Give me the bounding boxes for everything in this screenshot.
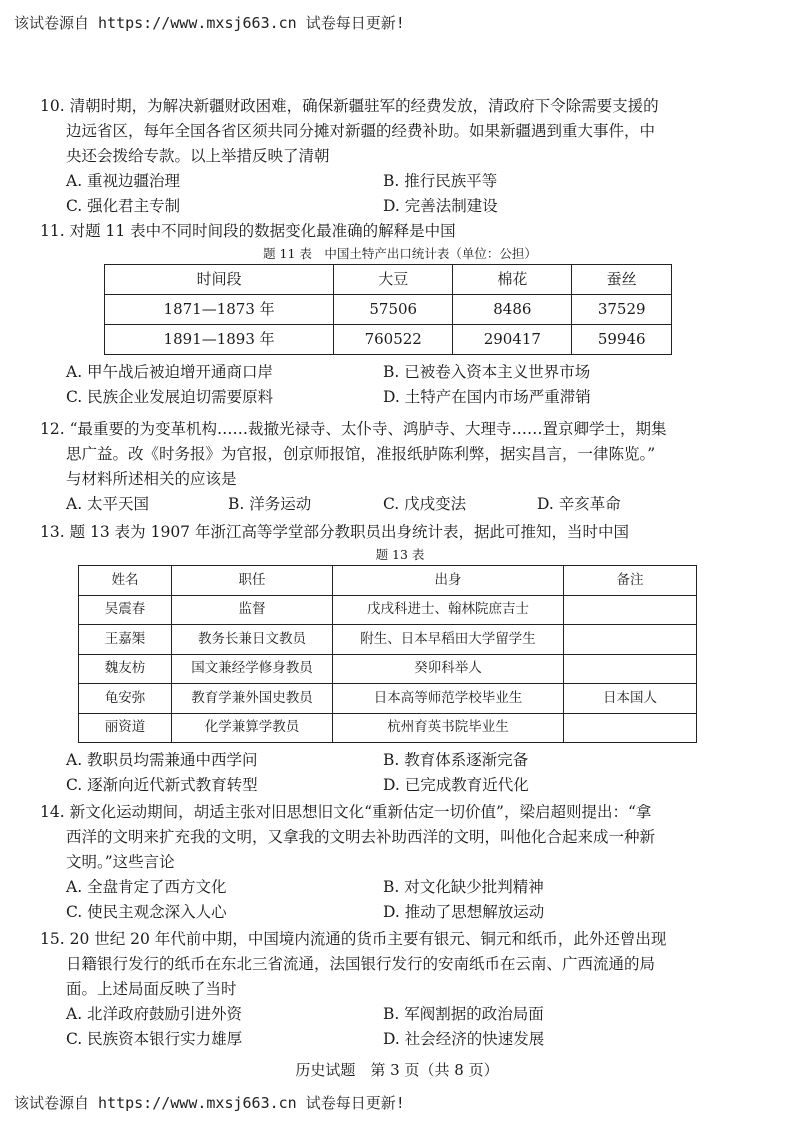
header-cell: 蚕丝: [572, 265, 672, 295]
option-b[interactable]: B. 教育体系逐渐完备: [383, 751, 529, 769]
table-11-caption: 题 11 表 中国土特产出口统计表（单位：公担）: [263, 246, 537, 261]
table-cell: 龟安弥: [79, 684, 172, 714]
option-row: [40, 748, 760, 773]
option-c[interactable]: C. 强化君主专制: [66, 197, 181, 215]
option-row: [40, 875, 760, 900]
question-15-line-2: 日籍银行发行的纸币在东北三省流通，法国银行发行的安南纸币在云南、广西流通的局: [66, 955, 656, 973]
table-row: [79, 625, 697, 655]
table-header-row: [105, 265, 672, 295]
table-cell: 1871—1873 年: [105, 295, 334, 325]
option-d[interactable]: D. 已完成教育近代化: [383, 776, 529, 794]
option-a[interactable]: A. 重视边疆治理: [66, 172, 181, 190]
table-cell: 魏友枋: [79, 654, 172, 684]
table-cell: 丽资道: [79, 713, 172, 743]
question-number: 14.: [40, 803, 65, 821]
table-cell: 监督: [172, 595, 333, 625]
table-row: [79, 713, 697, 743]
option-d[interactable]: D. 完善法制建设: [383, 197, 498, 215]
table-cell: 教育学兼外国史教员: [172, 684, 333, 714]
table-cell: 57506: [334, 295, 453, 325]
option-a[interactable]: A. 甲午战后被迫增开通商口岸: [66, 363, 274, 381]
table-cell: 化学兼算学教员: [172, 713, 333, 743]
table-cell: 王嘉榘: [79, 625, 172, 655]
table-cell: [564, 595, 697, 625]
question-number: 13.: [40, 523, 65, 541]
source-watermark-bottom: 该试卷源自 https://www.mxsj663.cn 试卷每日更新!: [14, 1094, 405, 1112]
table-cell: 国文兼经学修身教员: [172, 654, 333, 684]
option-a[interactable]: A. 教职员均需兼通中西学问: [66, 751, 258, 769]
table-cell: 59946: [572, 325, 672, 355]
table-cell: 8486: [453, 295, 572, 325]
table-13: [78, 565, 697, 743]
question-10: [40, 94, 760, 219]
question-14-line-2: 西洋的文明来扩充我的文明，又拿我的文明去补助西洋的文明，叫他化合起来成一种新: [66, 828, 656, 846]
question-14-line-1: 14. 新文化运动期间，胡适主张对旧思想旧文化“重新估定一切价值”，梁启超则提出：“拿: [40, 803, 652, 821]
option-b[interactable]: B. 洋务运动: [228, 495, 312, 513]
table-cell: 1891—1893 年: [105, 325, 334, 355]
question-13-line-1: 13. 题 13 表为 1907 年浙江高等学堂部分教职员出身统计表，据此可推知，当时中国: [40, 523, 629, 541]
option-b[interactable]: B. 推行民族平等: [383, 172, 498, 190]
option-d[interactable]: D. 辛亥革命: [537, 495, 621, 513]
source-watermark-top: 该试卷源自 https://www.mxsj663.cn 试卷每日更新!: [14, 14, 405, 32]
option-c[interactable]: C. 使民主观念深入人心: [66, 903, 227, 921]
table-cell: 杭州育英书院毕业生: [333, 713, 564, 743]
question-13: [40, 520, 760, 798]
table-cell: [564, 654, 697, 684]
header-cell: 时间段: [105, 265, 334, 295]
table-cell: 760522: [334, 325, 453, 355]
option-d[interactable]: D. 社会经济的快速发展: [383, 1030, 545, 1048]
option-row: [40, 1002, 760, 1027]
table-cell: 290417: [453, 325, 572, 355]
option-c[interactable]: C. 民族企业发展迫切需要原料: [66, 388, 274, 406]
table-11: [104, 264, 672, 355]
option-row: [40, 169, 760, 194]
table-row: [79, 684, 697, 714]
page-footer: 历史试题 第 3 页（共 8 页）: [295, 1061, 499, 1079]
table-row: [79, 654, 697, 684]
option-row: [40, 360, 760, 385]
table-row: [105, 295, 672, 325]
table-cell: 日本国人: [564, 684, 697, 714]
question-12-line-3: 与材料所述相关的应该是: [66, 470, 237, 488]
header-cell: 姓名: [79, 566, 172, 596]
table-cell: 教务长兼日文教员: [172, 625, 333, 655]
table-cell: 癸卯科举人: [333, 654, 564, 684]
question-number: 15.: [40, 930, 65, 948]
option-c[interactable]: C. 民族资本银行实力雄厚: [66, 1030, 243, 1048]
question-number: 11.: [40, 222, 65, 240]
question-11-line-1: 11. 对题 11 表中不同时间段的数据变化最准确的解释是中国: [40, 222, 456, 240]
option-a[interactable]: A. 太平天国: [66, 495, 150, 513]
header-cell: 职任: [172, 566, 333, 596]
header-cell: 备注: [564, 566, 697, 596]
question-10-line-1: 10. 清朝时期，为解决新疆财政困难，确保新疆驻军的经费发放，清政府下令除需要支援的: [40, 97, 659, 115]
question-15: [40, 927, 760, 1052]
option-d[interactable]: D. 推动了思想解放运动: [383, 903, 545, 921]
question-11: [40, 219, 760, 410]
table-header-row: [79, 566, 697, 596]
option-row: [40, 385, 760, 410]
table-cell: 戊戌科进士、翰林院庶吉士: [333, 595, 564, 625]
option-row: [40, 773, 760, 798]
option-b[interactable]: B. 已被卷入资本主义世界市场: [383, 363, 591, 381]
table-row: [79, 595, 697, 625]
table-row: [105, 325, 672, 355]
header-cell: 大豆: [334, 265, 453, 295]
question-number: 12.: [40, 420, 65, 438]
option-a[interactable]: A. 全盘肯定了西方文化: [66, 878, 227, 896]
table-cell: 日本高等师范学校毕业生: [333, 684, 564, 714]
question-14: [40, 800, 760, 925]
option-b[interactable]: B. 军阀割据的政治局面: [383, 1005, 544, 1023]
option-row: [40, 1027, 760, 1052]
question-12-line-2: 思广益。改《时务报》为官报，创京师报馆，准报纸胪陈利弊，据实昌言，一律陈览。”: [66, 445, 656, 463]
option-a[interactable]: A. 北洋政府鼓励引进外资: [66, 1005, 243, 1023]
question-12-line-1: 12. “最重要的为变革机构……裁撤光禄寺、太仆寺、鸿胪寺、大理寺……置京卿学士，期集: [40, 420, 667, 438]
table-cell: [564, 625, 697, 655]
option-c[interactable]: C. 逐渐向近代新式教育转型: [66, 776, 258, 794]
table-cell: [564, 713, 697, 743]
table-cell: 吴震春: [79, 595, 172, 625]
question-number: 10.: [40, 97, 65, 115]
option-row: [40, 492, 760, 517]
option-row: [40, 194, 760, 219]
question-15-line-3: 面。上述局面反映了当时: [66, 980, 237, 998]
option-c[interactable]: C. 戊戌变法: [383, 495, 467, 513]
header-cell: 出身: [333, 566, 564, 596]
question-12: [40, 417, 760, 517]
option-b[interactable]: B. 对文化缺少批判精神: [383, 878, 544, 896]
header-cell: 棉花: [453, 265, 572, 295]
question-10-line-3: 央还会拨给专款。以上举措反映了清朝: [66, 147, 330, 165]
question-15-line-1: 15. 20 世纪 20 年代前中期，中国境内流通的货币主要有银元、铜元和纸币，此外还曾出现: [40, 930, 667, 948]
table-13-caption: 题 13 表: [375, 547, 425, 562]
table-cell: 37529: [572, 295, 672, 325]
option-d[interactable]: D. 土特产在国内市场严重滞销: [383, 388, 591, 406]
table-cell: 附生、日本早稻田大学留学生: [333, 625, 564, 655]
question-14-line-3: 文明。”这些言论: [66, 853, 175, 871]
option-row: [40, 900, 760, 925]
question-10-line-2: 边远省区，每年全国各省区须共同分摊对新疆的经费补助。如果新疆遇到重大事件，中: [66, 122, 656, 140]
